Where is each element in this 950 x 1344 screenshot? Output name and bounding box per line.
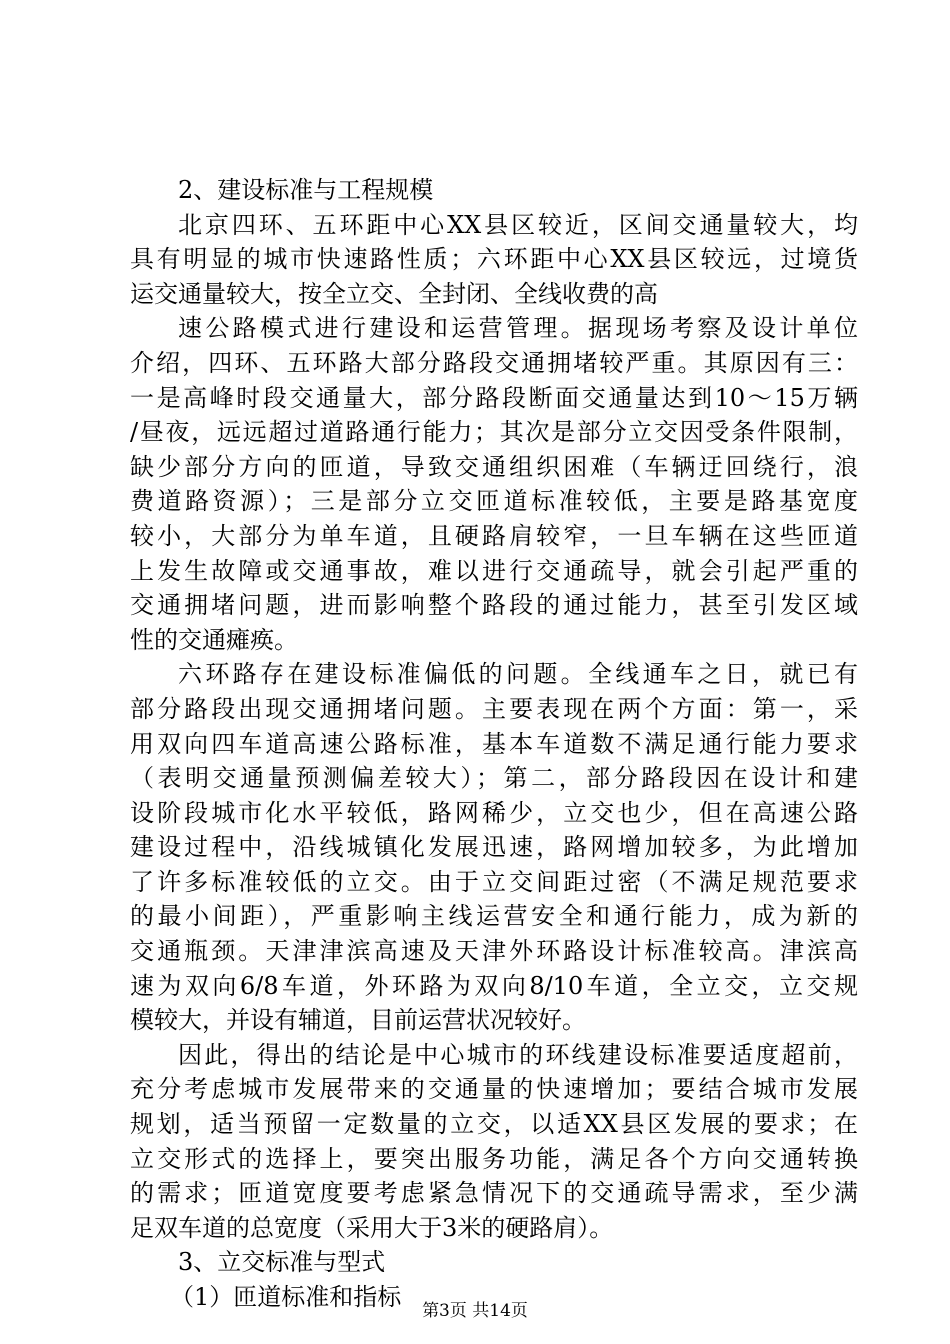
text-line: 运交通量较大，按全立交、全封闭、全线收费的高 [130,279,658,308]
text-line: 具有明显的城市快速路性质；六环距中心XX县区较远，过境货 [130,245,858,274]
text-line: 费道路资源）；三是部分立交匝道标准较低，主要是路基宽度 [130,487,858,516]
text-line: 介绍，四环、五环路大部分路段交通拥堵较严重。其原因有三： [130,348,858,377]
text-line: 六环路存在建设标准偏低的问题。全线通车之日，就已有 [178,660,858,689]
text-line: 一是高峰时段交通量大，部分路段断面交通量达到10～15万辆 [130,383,858,412]
section-heading: 2、建设标准与工程规模 [178,176,434,204]
text-line: 缺少部分方向的匝道，导致交通组织困难（车辆迂回绕行，浪 [130,452,858,481]
document-body [130,173,858,1315]
text-line: 性的交通瘫痪。 [130,625,298,654]
text-line: 立交形式的选择上，要突出服务功能，满足各个方向交通转换 [130,1144,858,1173]
text-line: 交通拥堵问题，进而影响整个路段的通过能力，甚至引发区域 [130,591,858,620]
text-line: 规划，适当预留一定数量的立交，以适XX县区发展的要求；在 [130,1110,858,1139]
text-line: 模较大，并设有辅道，目前运营状况较好。 [130,1006,586,1035]
text-line: 因此，得出的结论是中心城市的环线建设标准要适度超前， [178,1040,858,1069]
text-line: 用双向四车道高速公路标准，基本车道数不满足通行能力要求 [130,729,858,758]
subsection-heading: （1）匝道标准和指标 [170,1283,402,1311]
text-line: 交通瓶颈。天津津滨高速及天津外环路设计标准较高。津滨高 [130,937,858,966]
text-line: 设阶段城市化水平较低，路网稀少，立交也少，但在高速公路 [130,798,858,827]
text-line: 建设过程中，沿线城镇化发展迅速，路网增加较多，为此增加 [130,833,858,862]
text-line: 速公路模式进行建设和运营管理。据现场考察及设计单位 [178,314,858,343]
text-line: （表明交通量预测偏差较大）；第二，部分路段因在设计和建 [130,764,858,793]
text-line: 较小，大部分为单车道，且硬路肩较窄，一旦车辆在这些匝道 [130,521,858,550]
section-heading: 3、立交标准与型式 [178,1248,386,1277]
text-line: 部分路段出现交通拥堵问题。主要表现在两个方面：第一，采 [130,694,858,723]
text-line: 足双车道的总宽度（采用大于3米的硬路肩）。 [130,1213,614,1242]
text-line: 上发生故障或交通事故，难以进行交通疏导，就会引起严重的 [130,556,858,585]
text-line: /昼夜，远远超过道路通行能力；其次是部分立交因受条件限制， [130,418,858,447]
page-number-footer: 第3页 共14页 [422,1301,528,1321]
text-line: 速为双向6/8车道，外环路为双向8/10车道，全立交，立交规 [130,971,858,1000]
text-line: 的最小间距），严重影响主线运营安全和通行能力，成为新的 [130,902,858,931]
text-line: 北京四环、五环距中心XX县区较近，区间交通量较大，均 [178,210,858,239]
text-line: 了许多标准较低的立交。由于立交间距过密（不满足规范要求 [130,867,858,896]
text-line: 充分考虑城市发展带来的交通量的快速增加；要结合城市发展 [130,1075,858,1104]
text-line: 的需求；匝道宽度要考虑紧急情况下的交通疏导需求，至少满 [130,1179,858,1208]
